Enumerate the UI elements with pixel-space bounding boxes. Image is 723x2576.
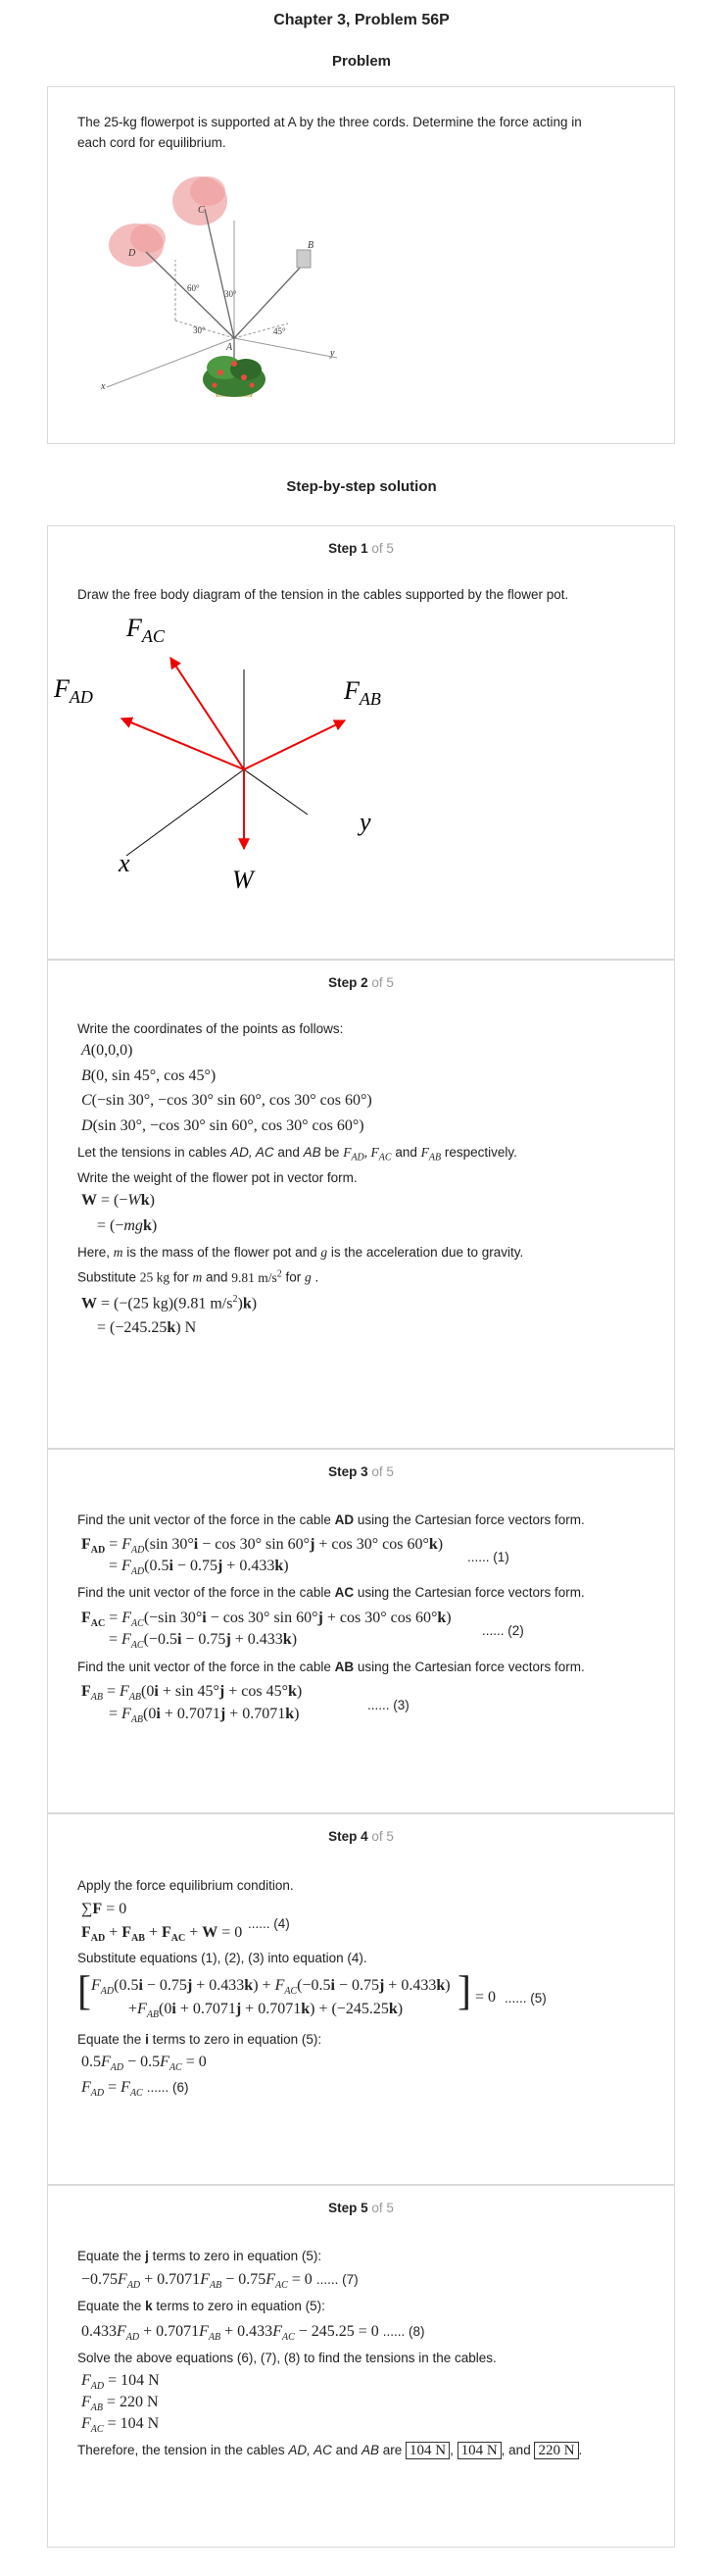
step-5-text-answer: Therefore, the tension in the cables AD, AC and AB are 104 N , 104 N , and 220 N . [77, 2443, 583, 2458]
fac-eq-2: = $F_{AC}(-0.5i - 0.75j + 0.433k)$ [109, 1631, 298, 1652]
weight-eq-1: W = (−Wk) [81, 1192, 155, 1209]
result-fad: $F_{AD} = 104$ N [81, 2372, 160, 2393]
step-2-text-weight: Write the weight of the flower pot in vector form. [77, 1170, 358, 1185]
solution-heading: Step-by-step solution [286, 478, 437, 495]
sum-eq-line2: $+F_{AB}(0i + 0.7071j + 0.7071k) + (-245.25k)$ [128, 2001, 404, 2021]
figure-label-c: C [198, 205, 205, 216]
step-2-text-here: Here, m is the mass of the flower pot and g is the acceleration due to gravity. [77, 1245, 524, 1260]
figure-label-y: y [330, 348, 335, 359]
point-b: B(0, sin 45°, cos 45°) [81, 1067, 217, 1084]
step-2-text-coords: Write the coordinates of the points as follows: [77, 1021, 344, 1036]
figure-label-d: D [128, 248, 136, 259]
fad-eq-2: = $F_{AD}(0.5i - 0.75j + 0.433k)$ [109, 1558, 289, 1578]
bracket-right: ] [458, 1969, 471, 2014]
answer-box-ac: 104 N [458, 2442, 502, 2459]
fab-eq-2: = $F_{AB}(0i + 0.7071j + 0.7071k)$ [109, 1706, 300, 1726]
step-1-card [47, 525, 675, 960]
weight-eq-2: = (−mgk) [97, 1217, 158, 1234]
equilibrium-eq-1: ∑F = 0 [81, 1901, 127, 1917]
answer-box-ab: 220 N [534, 2442, 578, 2459]
step-5-text-j-terms: Equate the j terms to zero in equation (5): [77, 2249, 322, 2263]
step-4-text-substitute: Substitute equations (1), (2), (3) into equation (4). [77, 1951, 367, 1965]
fbd-label-y: y [360, 808, 371, 836]
j-terms-eq: $-0.75F_{AD} + 0.7071F_{AB} - 0.75F_{AC} = 0$ ...... (7) [81, 2271, 359, 2292]
step-2-card [47, 960, 675, 1449]
step-3-text-ad: Find the unit vector of the force in the cable AD using the Cartesian force vectors form. [77, 1512, 585, 1527]
step-2-text-substitute: Substitute 25 kg for m and 9.81 $m/s^2$ for g . [77, 1268, 319, 1285]
step-2-title: Step 2 of 5 [328, 975, 394, 990]
fad-eq-1: $F_{AD} = F_{AD}(\sin$ 30°i − cos 30° sin 60°j + cos 30° cos 60°k) [81, 1536, 444, 1557]
step-3-card [47, 1449, 675, 1813]
fbd-label-w: W [232, 866, 254, 894]
fbd-label-fad: $F_{AD}$ [54, 674, 93, 707]
k-terms-eq: $0.433F_{AD} + 0.7071F_{AB} + 0.433F_{AC} - 245.25 = 0$ ...... (8) [81, 2323, 425, 2344]
eq-number-5: ...... (5) [505, 1991, 547, 2006]
problem-card [47, 86, 675, 444]
step-4-text-i-terms: Equate the i terms to zero in equation (5): [77, 2032, 322, 2047]
fbd-label-fac: $F_{AC}$ [126, 614, 165, 646]
result-fac: $F_{AC} = 104$ N [81, 2415, 160, 2436]
fab-eq-1: $F_{AB} = F_{AB}(0i + \sin 45^\circ j + \cos 45^\circ k)$ [81, 1683, 303, 1704]
point-c: C(−sin 30°, −cos 30° sin 60°, cos 30° cos 60°) [81, 1092, 372, 1109]
fbd-label-fab: $F_{AB}$ [344, 676, 381, 709]
figure-angle-30a: 30° [224, 289, 237, 299]
step-3-text-ab: Find the unit vector of the force in the cable AB using the Cartesian force vectors form. [77, 1660, 585, 1674]
point-a: A(0,0,0) [81, 1042, 133, 1059]
free-body-diagram [48, 611, 440, 905]
equilibrium-eq-2: $F_{AD} + F_{AB} + F_{AC} + W = 0$ [81, 1924, 243, 1945]
fac-eq-1: $F_{AC} = F_{AC}(-\sin$ 30°i − cos 30° sin 60°j + cos 30° cos 60°k) [81, 1610, 452, 1630]
weight-eq-4: = (−245.25k) N [97, 1319, 197, 1336]
sum-eq-line1: $F_{AD}(0.5i - 0.75j + 0.433k) + F_{AC}(-0.5i - 0.75j + 0.433k)$ [91, 1977, 451, 1998]
figure-angle-45: 45° [273, 326, 286, 336]
step-5-title: Step 5 of 5 [328, 2201, 394, 2215]
step-2-text-tensions: Let the tensions in cables AD, AC and AB be $F_{AD}$, $F_{AC}$ and $F_{AB}$ respectively. [77, 1145, 517, 1164]
weight-eq-3: W = (−(25 kg)(9.81 $m/s^2)k$) [81, 1294, 258, 1313]
step-5-text-solve: Solve the above equations (6), (7), (8) to find the tensions in the cables. [77, 2351, 497, 2365]
step-3-title: Step 3 of 5 [328, 1464, 394, 1479]
step-4-title: Step 4 of 5 [328, 1829, 394, 1844]
result-fab: $F_{AB} = 220$ N [81, 2394, 159, 2414]
figure-angle-30b: 30° [193, 325, 206, 335]
flowerpot-figure [77, 162, 342, 397]
answer-box-ad: 104 N [406, 2442, 450, 2459]
step-4-card [47, 1813, 675, 2185]
figure-label-x: x [101, 381, 106, 392]
bracket-left: [ [77, 1969, 91, 2014]
eq-number-4: ...... (4) [248, 1916, 290, 1931]
step-3-text-ac: Find the unit vector of the force in the cable AC using the Cartesian force vectors form. [77, 1585, 585, 1600]
step-1-text: Draw the free body diagram of the tension in the cables supported by the flower pot. [77, 587, 569, 602]
page-title: Chapter 3, Problem 56P [273, 12, 450, 28]
eq-number-1: ...... (1) [467, 1550, 509, 1564]
fad-equals-fac: $F_{AD} = F_{AC}$ ...... (6) [81, 2079, 189, 2100]
figure-label-a: A [226, 342, 233, 353]
step-1-title: Step 1 of 5 [328, 541, 394, 556]
sum-eq-zero: = 0 [475, 1989, 497, 2006]
step-5-text-k-terms: Equate the k terms to zero in equation (5): [77, 2299, 325, 2313]
problem-text-line2: each cord for equilibrium. [77, 135, 226, 150]
i-terms-eq: $0.5F_{AD} - 0.5F_{AC} = 0$ [81, 2054, 207, 2074]
fbd-label-x: x [119, 849, 130, 877]
step-5-card [47, 2185, 675, 2548]
step-4-text-condition: Apply the force equilibrium condition. [77, 1878, 294, 1893]
figure-angle-60: 60° [187, 283, 200, 293]
point-d: D(sin 30°, −cos 30° sin 60°, cos 30° cos 60°) [81, 1117, 364, 1134]
eq-number-3: ...... (3) [367, 1698, 410, 1712]
eq-number-2: ...... (2) [482, 1623, 524, 1638]
problem-heading: Problem [331, 53, 391, 70]
problem-text-line1: The 25-kg flowerpot is supported at A by the three cords. Determine the force acting in [77, 115, 582, 129]
figure-label-b: B [308, 240, 314, 251]
